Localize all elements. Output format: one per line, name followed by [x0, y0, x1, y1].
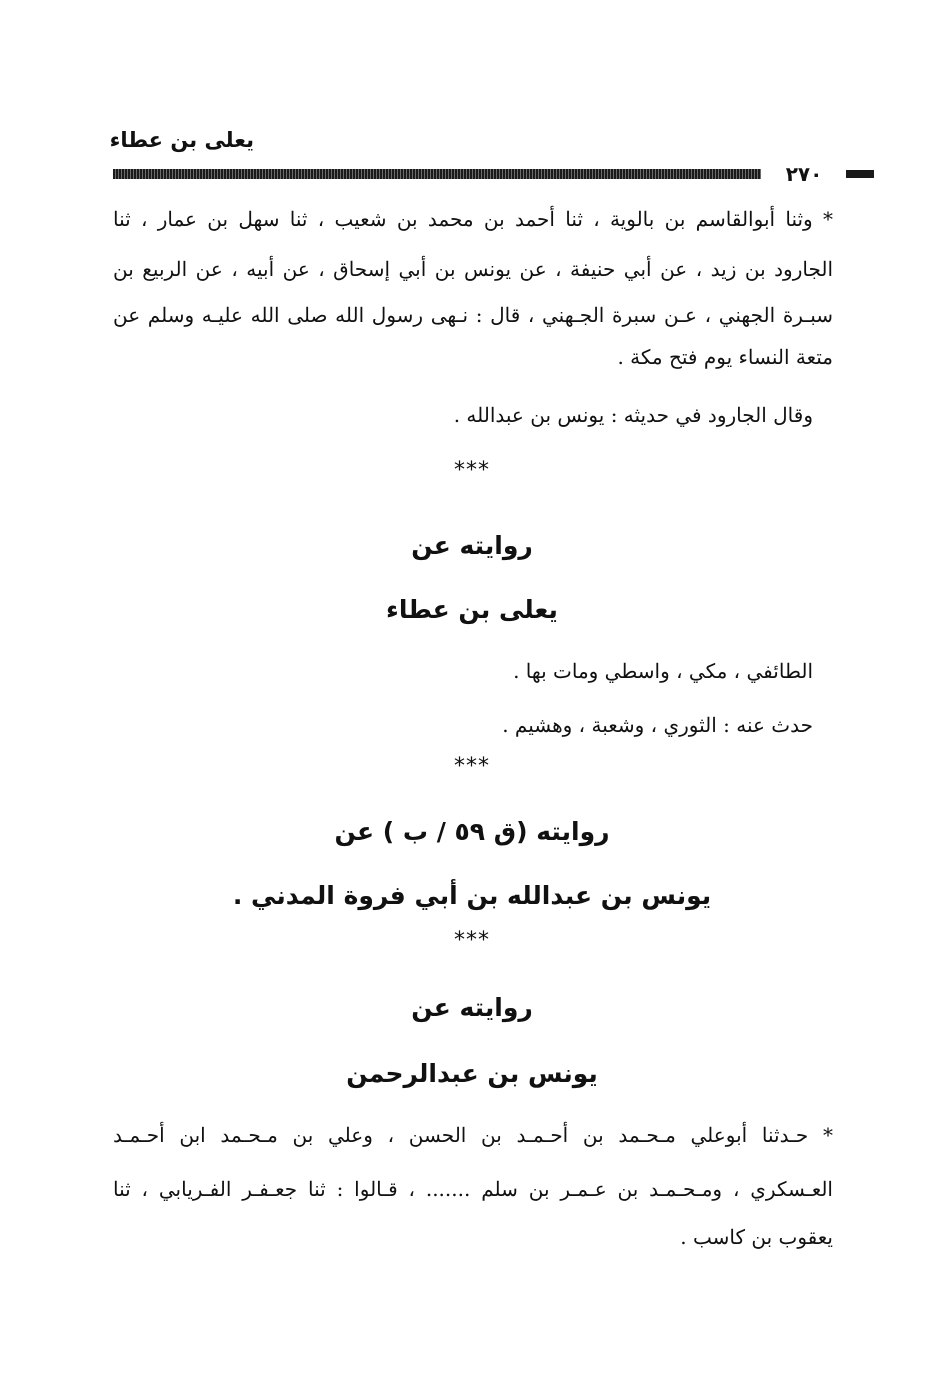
header-rule-end: [846, 170, 874, 178]
section3-heading-line1: روايته عن: [411, 993, 533, 1022]
page-number: ٢٧٠: [785, 162, 823, 186]
block1-line-2: الجارود بن زيد ، عن أبي حنيفة ، عن يونس بن أبي إسحاق ، عن أبيه ، عن الربيع بن: [113, 257, 833, 281]
separator-stars-3: ***: [454, 928, 490, 953]
block1-line-1: * وثنا أبوالقاسم بن بالوية ، ثنا أحمد بن محمد بن شعيب ، ثنا سهل بن عمار ، ثنا: [113, 207, 833, 231]
section1-detail-2: حدث عنه : الثوري ، وشعبة ، وهشيم .: [502, 713, 813, 737]
block1-line-4: متعة النساء يوم فتح مكة .: [617, 345, 833, 369]
section3-heading-line2: يونس بن عبدالرحمن: [346, 1059, 598, 1088]
section1-heading-line2: يعلى بن عطاء: [386, 595, 558, 624]
section2-heading-line2: يونس بن عبدالله بن أبي فروة المدني .: [232, 881, 712, 910]
separator-stars-1: ***: [454, 458, 490, 483]
section1-heading-line1: روايته عن: [411, 531, 533, 560]
separator-stars-2: ***: [454, 754, 490, 779]
section3-line-1: * حـدثنا أبوعلي مـحـمد بن أحـمـد بن الحسن ، وعلي بن مـحـمد ابن أحـمـد: [113, 1123, 833, 1147]
section1-detail-1: الطائفي ، مكي ، واسطي ومات بها .: [513, 659, 813, 683]
header-rule: [113, 169, 761, 179]
block1-note: وقال الجارود في حديثه : يونس بن عبدالله .: [453, 403, 813, 427]
block1-line-3: سبـرة الجهني ، عـن سبرة الجـهني ، قال : نـهى رسول الله صلى الله عليـه وسلم عن: [113, 303, 833, 327]
section3-line-2: العـسكري ، ومـحـمـد بن عـمـر بن سلم ....... ، قـالوا : ثنا جعـفـر الفـريابي ، ثنا: [113, 1177, 833, 1201]
section2-heading-line1: روايته (ق ٥٩ / ب ) عن: [334, 817, 610, 846]
section3-line-3: يعقوب بن كاسب .: [680, 1225, 833, 1249]
running-title: يعلى بن عطاء: [109, 128, 254, 152]
